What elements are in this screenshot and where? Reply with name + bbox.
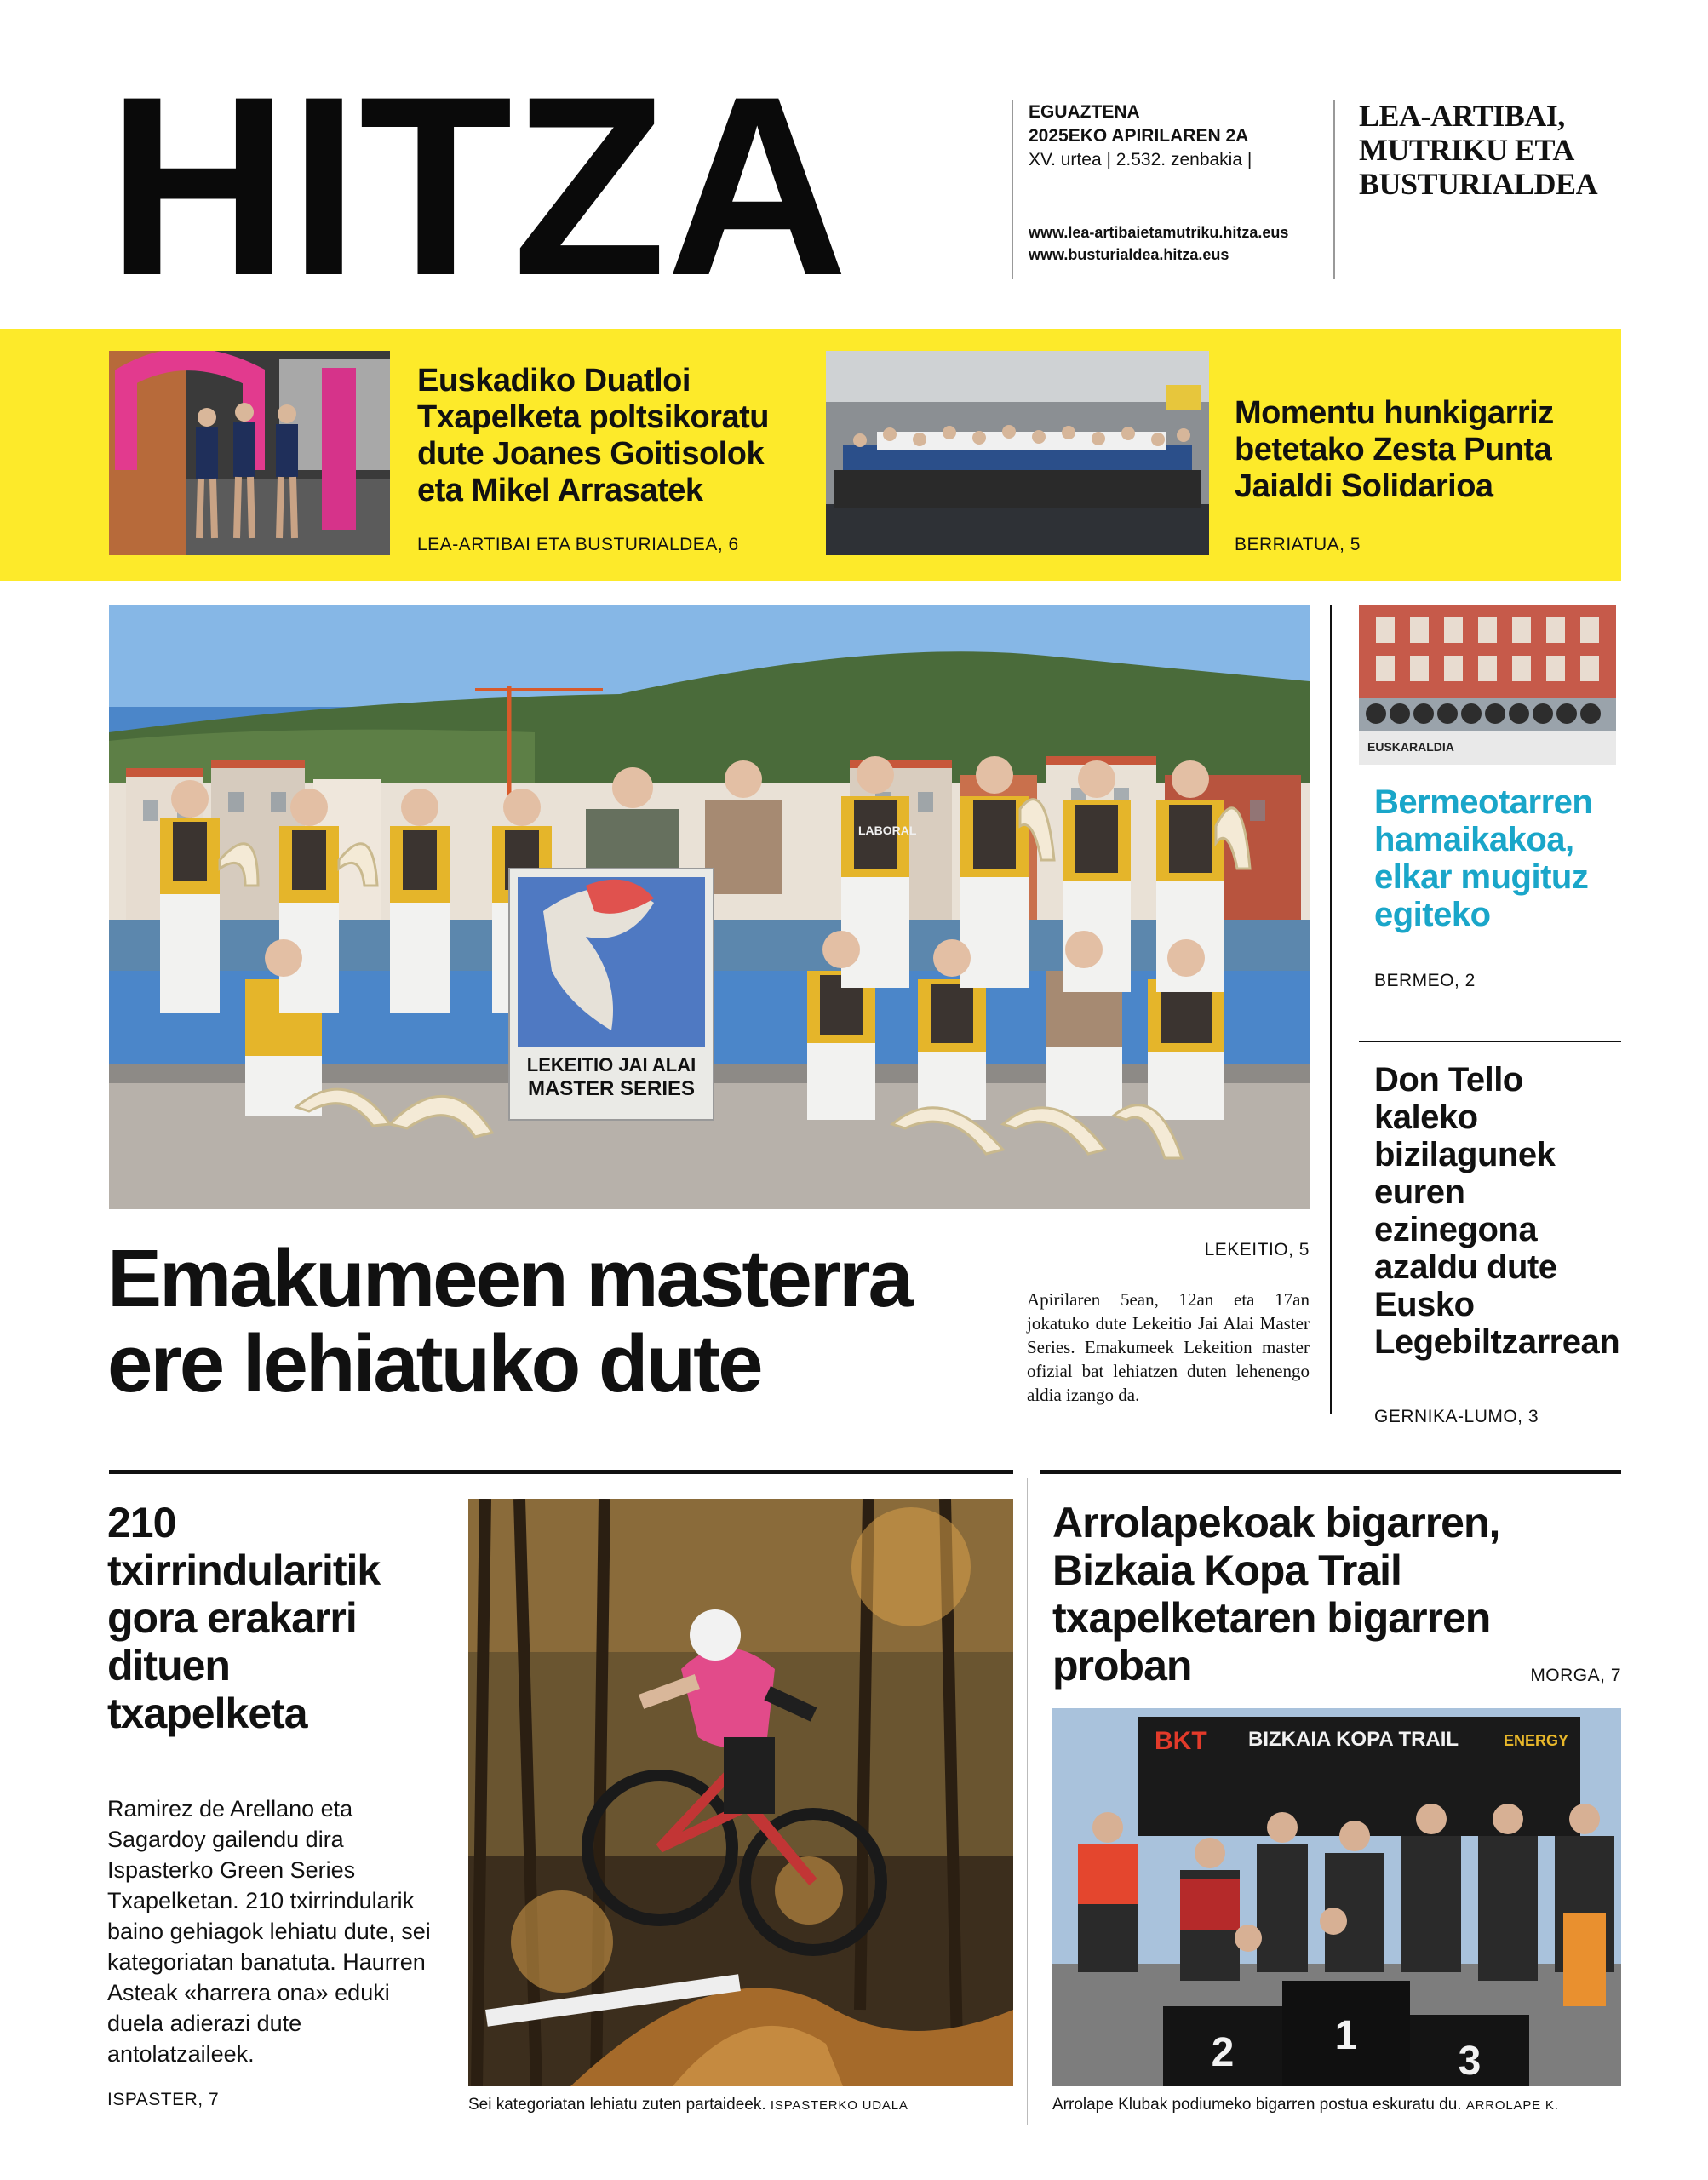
podium-second: 2 [1211, 2030, 1235, 2075]
banner-brand: BKT [1155, 1727, 1207, 1755]
issue-date: 2025EKO APIRILAREN 2A [1029, 126, 1249, 146]
bike-headline[interactable]: 210 txirrindularitik gora erakarri dituen txapelketa [107, 1499, 381, 1737]
lead-section: LEKEITIO, 5 [1204, 1240, 1310, 1259]
mountain-bike-photo[interactable] [468, 1499, 1013, 2086]
bike-caption [468, 2095, 1013, 2116]
column-divider [1330, 605, 1332, 1414]
don-tello-section: GERNIKA-LUMO, 3 [1374, 1407, 1539, 1426]
trail-headline[interactable]: Arrolapekoak bigarren, Bizkaia Kopa Trail txapelketaren bigarren proban [1052, 1499, 1500, 1690]
masthead-divider [1012, 100, 1013, 279]
bottom-divider [1027, 1478, 1028, 2126]
trail-caption-text: Arrolape Klubak podiumeko bigarren postua eskuratu du. [1052, 2096, 1462, 2114]
edition-region [1359, 99, 1640, 201]
bike-body: Ramirez de Arellano eta Sagardoy gailendu dira Ispasterko Green Series Txapelketan. 210 txirrindularik baino gehiagok lehiatu dute, sei kategoriatan banatuta. Haurren Asteak «harrera ona» eduki duela adierazi dute antolatzaileek. [107, 1796, 431, 2067]
banner-title: BIZKAIA KOPA TRAIL [1248, 1728, 1459, 1751]
trail-caption-credit: ARROLAPE K. [1465, 2098, 1559, 2113]
bike-caption-credit: ISPASTERKO UDALA [770, 2098, 908, 2113]
bottom-left-rule [109, 1470, 1013, 1474]
issue-number: XV. urtea | 2.532. zenbakia | [1029, 150, 1252, 169]
issue-day: EGUAZTENA [1029, 102, 1140, 122]
bermeo-photo[interactable] [1359, 605, 1616, 765]
logo-text: HITZA [107, 82, 848, 286]
region-line-3: BUSTURIALDEA [1359, 167, 1598, 201]
don-tello-headline[interactable]: Don Tello kaleko bizilagunek euren ezinegona azaldu dute Eusko Legebiltzarrean [1374, 1061, 1620, 1361]
poster-line-2: MASTER SERIES [527, 1077, 696, 1100]
lead-poster [509, 869, 714, 1120]
teaser-zesta-section: BERRIATUA, 5 [1235, 535, 1361, 554]
masthead-divider-2 [1333, 100, 1335, 279]
jersey-sponsor: LABORAL [858, 823, 917, 837]
bermeo-sign: EUSKARALDIA [1367, 740, 1454, 754]
podium-first: 1 [1334, 2013, 1358, 2058]
poster-line-1: LEKEITIO JAI ALAI [526, 1054, 696, 1076]
duathlon-photo[interactable] [109, 351, 390, 555]
teaser-duathlon-section: LEA-ARTIBAI ETA BUSTURIALDEA, 6 [417, 535, 739, 554]
teaser-zesta-title[interactable]: Momentu hunkigarriz betetako Zesta Punta Jaialdi Solidarioa [1235, 395, 1554, 504]
lead-photo-jai-alai[interactable] [109, 605, 1310, 1209]
hitza-logo [107, 82, 857, 286]
trail-caption [1052, 2095, 1623, 2116]
bermeo-section: BERMEO, 2 [1374, 971, 1476, 990]
bike-section: ISPASTER, 7 [107, 2090, 220, 2109]
url-busturialdea[interactable]: www.busturialdea.hitza.eus [1029, 246, 1229, 263]
url-lea-artibai[interactable]: www.lea-artibaietamutriku.hitza.eus [1029, 224, 1289, 241]
banner-sponsor: ENERGY [1504, 1732, 1569, 1749]
teaser-duathlon-title[interactable]: Euskadiko Duatloi Txapelketa poltsikoratu dute Joanes Goitisolok eta Mikel Arrasatek [417, 363, 769, 508]
region-line-1: LEA-ARTIBAI, [1359, 99, 1565, 133]
lead-lede: Apirilaren 5ean, 12an eta 17an jokatuko dute Lekeitio Jai Alai Master Series. Emakumeek Lekeition master ofizial bat lehiatzen duten lehenengo aldia izango da. [1027, 1289, 1310, 1405]
bermeo-headline[interactable]: Bermeotarren hamaikakoa, elkar mugituz egiteko [1374, 783, 1593, 933]
trail-section: MORGA, 7 [1530, 1666, 1621, 1685]
zesta-punta-photo[interactable] [826, 351, 1209, 555]
region-line-2: MUTRIKU ETA [1359, 133, 1574, 167]
issue-info [1029, 100, 1327, 266]
lead-headline[interactable]: Emakumeen masterra ere lehiatuko dute [107, 1233, 911, 1409]
right-rule [1359, 1041, 1621, 1042]
trail-podium-photo[interactable] [1052, 1708, 1621, 2086]
podium-third: 3 [1458, 2039, 1482, 2084]
bottom-right-rule [1040, 1470, 1621, 1474]
bike-caption-text: Sei kategoriatan lehiatu zuten partaideek. [468, 2096, 766, 2114]
